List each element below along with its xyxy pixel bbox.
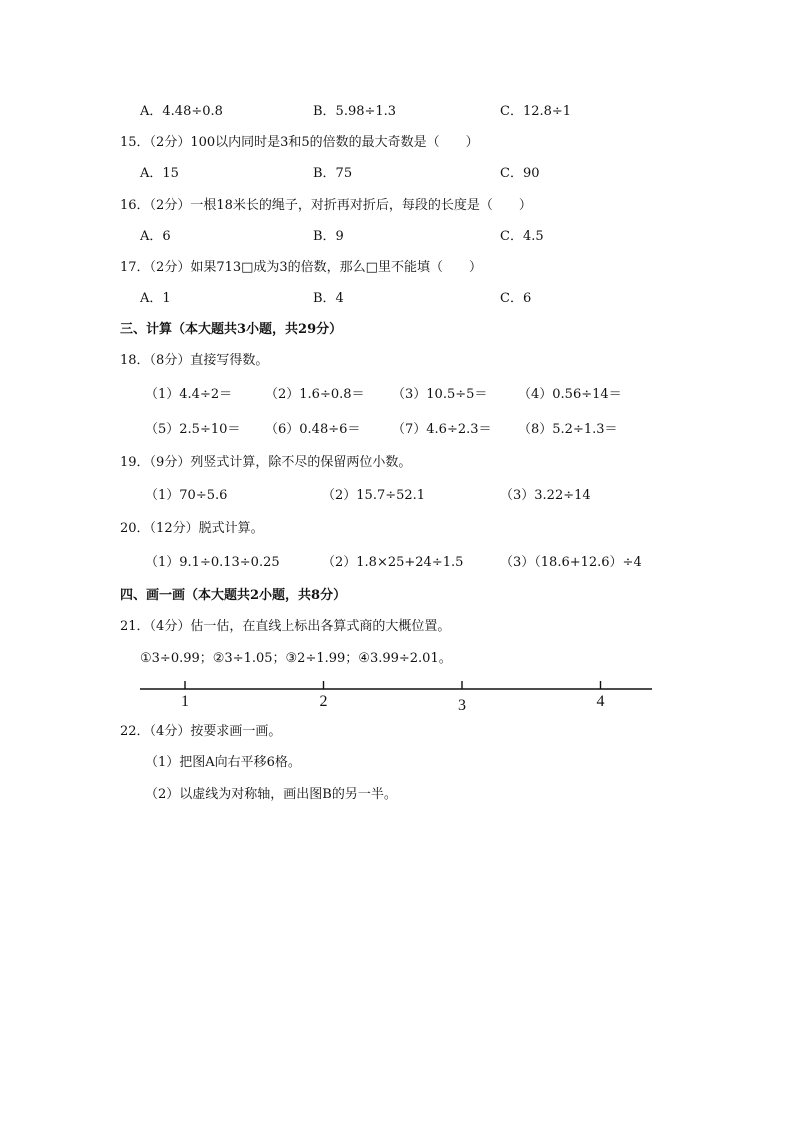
q20-item-3: （3）（18.6+12.6）÷4	[500, 555, 642, 570]
q21-expressions: ①3÷0.99；②3÷1.05；③2÷1.99；④3.99÷2.01。	[140, 651, 452, 666]
number-line-tick-label: 4	[596, 693, 605, 710]
number-line-tick-label: 2	[319, 693, 328, 710]
q19-item-1: （1）70÷5.6	[145, 488, 228, 503]
q16-option-b[interactable]: B．9	[313, 229, 344, 244]
q18-item-2: （2）1.6÷0.8＝	[265, 387, 365, 402]
number-line-svg	[140, 678, 652, 718]
q17-option-b[interactable]: B．4	[313, 291, 344, 306]
q19-item-2: （2）15.7÷52.1	[322, 488, 426, 503]
q19-item-3: （3）3.22÷14	[500, 488, 591, 503]
q18-item-5: （5）2.5÷10＝	[145, 422, 241, 437]
q20-item-1: （1）9.1÷0.13÷0.25	[145, 555, 280, 570]
q20-stem: 20．（12分）脱式计算。	[120, 521, 264, 536]
q22-stem: 22．（4分）按要求画一画。	[120, 724, 282, 739]
q18-item-4: （4）0.56÷14＝	[518, 387, 622, 402]
number-line-tick-label: 3	[458, 697, 466, 714]
q18-item-6: （6）0.48÷6＝	[265, 422, 361, 437]
q15-option-b[interactable]: B．75	[313, 166, 353, 181]
q19-stem: 19．（9分）列竖式计算，除不尽的保留两位小数。	[120, 455, 412, 470]
q17-option-c[interactable]: C．6	[500, 291, 532, 306]
q14-option-a[interactable]: A．4.48÷0.8	[140, 104, 223, 119]
q17-option-a[interactable]: A．1	[140, 291, 171, 306]
q20-item-2: （2）1.8×25+24÷1.5	[322, 555, 464, 570]
q22-item-1: （1）把图A向右平移6格。	[145, 755, 301, 770]
q18-item-3: （3）10.5÷5＝	[392, 387, 488, 402]
q16-option-a[interactable]: A．6	[140, 229, 171, 244]
number-line-tick-label: 1	[181, 693, 189, 710]
q16-stem: 16．（2分）一根18米长的绳子，对折再对折后，每段的长度是（ ）	[120, 198, 532, 213]
q15-option-c[interactable]: C．90	[500, 166, 540, 181]
number-line-ticks	[181, 681, 605, 714]
section-4-heading: 四、画一画（本大题共2小题，共8分）	[120, 588, 347, 603]
q14-option-b[interactable]: B．5.98÷1.3	[313, 104, 397, 119]
q15-stem: 15．（2分）100以内同时是3和5的倍数的最大奇数是（ ）	[120, 135, 479, 150]
q18-item-1: （1）4.4÷2＝	[145, 387, 233, 402]
q18-item-7: （7）4.6÷2.3＝	[392, 422, 492, 437]
q18-stem: 18．（8分）直接写得数。	[120, 353, 269, 368]
q16-option-c[interactable]: C．4.5	[500, 229, 544, 244]
section-3-heading: 三、计算（本大题共3小题，共29分）	[120, 322, 343, 337]
q21-stem: 21．（4分）估一估，在直线上标出各算式商的大概位置。	[120, 619, 451, 634]
q14-option-c[interactable]: C．12.8÷1	[500, 104, 572, 119]
q17-stem: 17．（2分）如果713□成为3的倍数，那么□里不能填（ ）	[120, 260, 482, 275]
q18-item-8: （8）5.2÷1.3＝	[518, 422, 618, 437]
number-line[interactable]	[140, 678, 652, 718]
q22-item-2: （2）以虚线为对称轴，画出图B的另一半。	[145, 787, 397, 802]
q15-option-a[interactable]: A．15	[140, 166, 179, 181]
